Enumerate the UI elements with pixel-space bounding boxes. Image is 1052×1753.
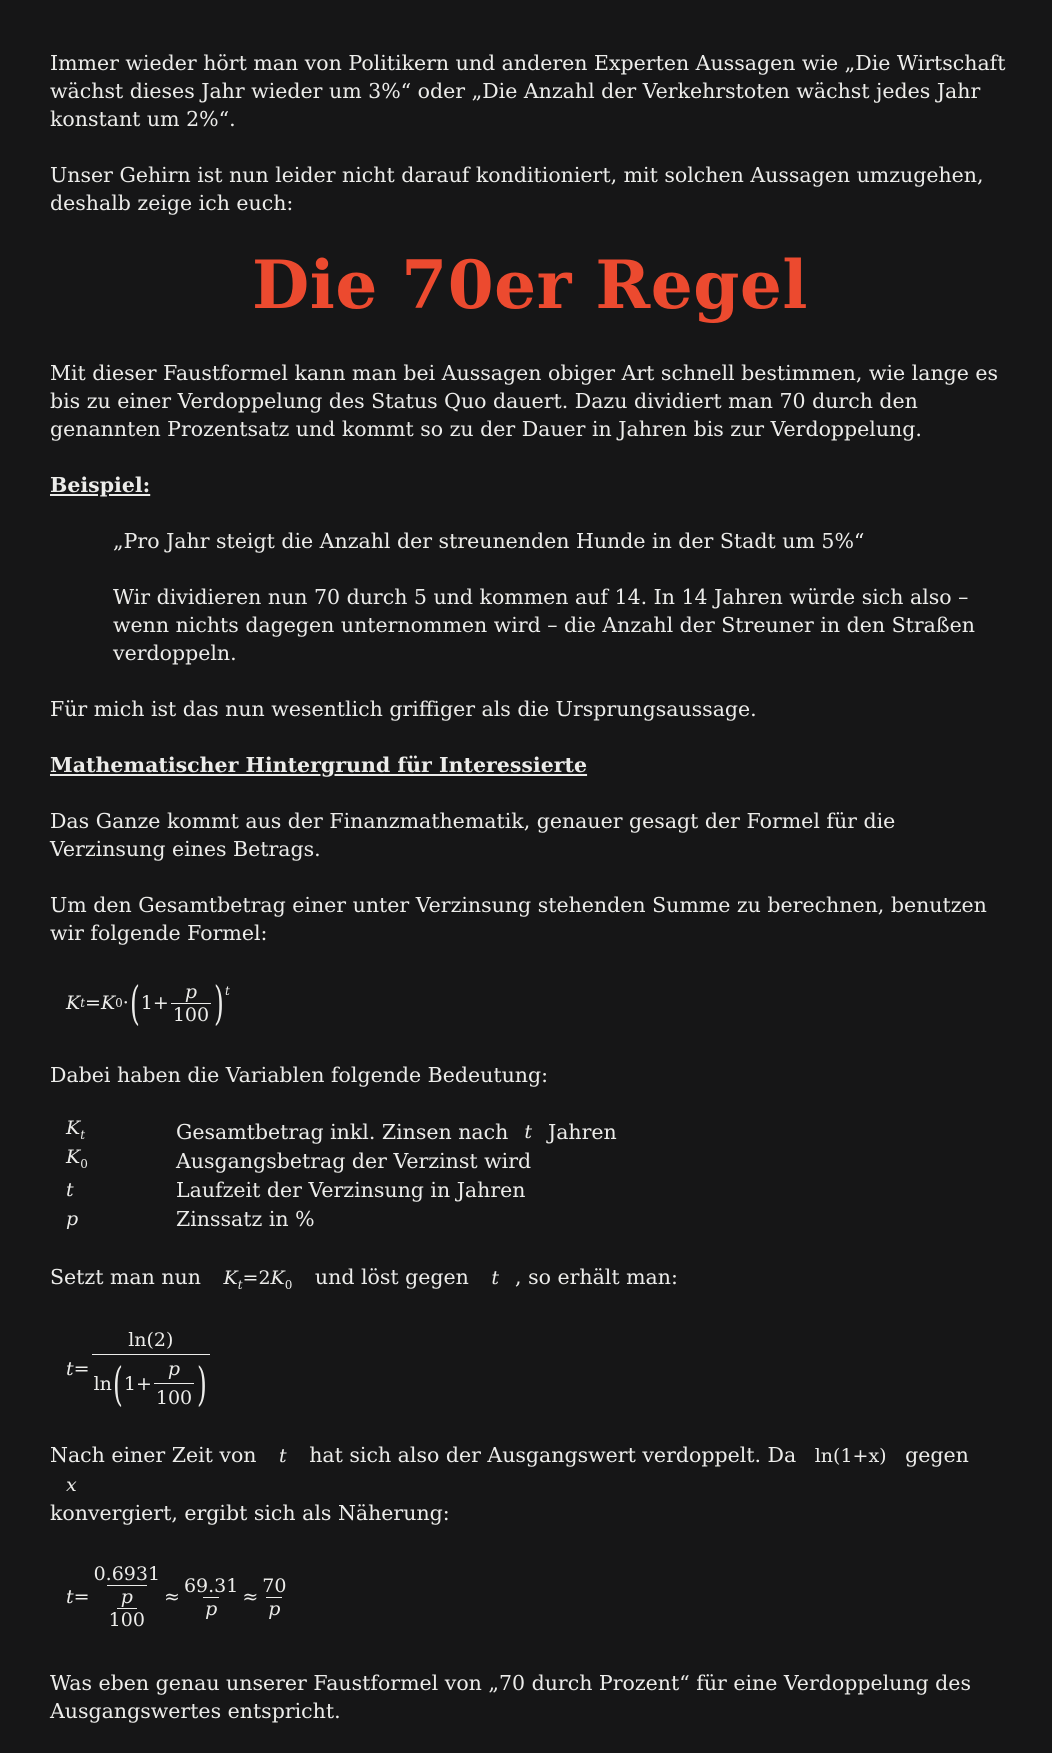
math-paragraph-1: Das Ganze kommt aus der Finanzmathematik, genauer gesagt der Formel für die Verzinsung eines Betrags.: [50, 809, 896, 861]
intro-paragraph-1: Immer wieder hört man von Politikern und anderen Experten Aussagen wie „Die Wirtschaft wächst dieses Jahr wieder um 3%“ oder „Die Anzahl der Verkehrstoten wächst jedes Jahr konstant um 2%“.: [50, 51, 1006, 131]
math-heading: Mathematischer Hintergrund für Interessierte: [50, 753, 588, 777]
variable-row: t Laufzeit der Verzinsung in Jahren: [66, 1177, 526, 1202]
compound-interest-formula: K t = K 0 · ( 1 + $\frac{p}{100}$ ) t: [66, 976, 230, 1030]
variable-row: $K_t$ Gesamtbetrag inkl. Zinsen nach t Jahren: [66, 1117, 617, 1144]
final-paragraph: Was eben genau unserer Faustformel von „70 durch Prozent“ für eine Verdoppelung des Ausgangswertes entspricht.: [50, 1671, 971, 1723]
intro-paragraph-2: Unser Gehirn ist nun leider nicht darauf konditioniert, mit solchen Aussagen umzugehen, deshalb zeige ich euch:: [50, 163, 984, 215]
variable-row: $K_0$ Ausgangsbetrag der Verzinst wird: [66, 1146, 532, 1173]
explanation-paragraph: Mit dieser Faustformel kann man bei Aussagen obiger Art schnell bestimmen, wie lange es bis zu einer Verdoppelung des Status Quo dauert. Dazu dividiert man 70 durch den genannten Prozentsatz und kommt so zu der Dauer in Jahren bis zur Verdoppelung.: [50, 361, 999, 441]
approximation-formula: t = 0.6931 p 100 ≈ $\frac{69.31}{p}$ ≈ $\frac{70}{p}$: [66, 1563, 287, 1631]
equation-kt-2k0: $K_t=2K_0$: [223, 1267, 293, 1292]
fraction-70: $\frac{70}{p}$: [262, 1574, 287, 1620]
fraction-6931: $\frac{69.31}{p}$: [183, 1574, 239, 1620]
variable-row: p Zinssatz in %: [66, 1206, 315, 1231]
variables-table: [66, 1117, 1010, 1233]
math-paragraph-2: Um den Gesamtbetrag einer unter Verzinsung stehenden Summe zu berechnen, benutzen wir folgende Formel:: [50, 893, 987, 945]
article-content: [50, 49, 1010, 1753]
example-heading: Beispiel:: [50, 473, 151, 497]
variables-intro: Dabei haben die Variablen folgende Bedeutung:: [50, 1063, 549, 1087]
solved-formula: t = ln(2) ln ( 1 + $\frac{p}{100}$ ): [66, 1327, 1010, 1411]
solve-paragraph: Setzt man nun $K_t=2K_0$ und löst gegen t , so erhält man:: [50, 1265, 678, 1292]
fraction-ln2-over-ln: ln(2) ln ( 1 + $\frac{p}{100}$ ): [92, 1326, 211, 1412]
page-title: Die 70er Regel: [252, 246, 808, 324]
fraction-06931: 0.6931 p 100: [93, 1563, 161, 1631]
fraction-p-over-100: $\frac{p}{100}$: [172, 980, 210, 1026]
conclusion-paragraph: Für mich ist das nun wesentlich griffiger als die Ursprungsaussage.: [50, 697, 757, 721]
example-quote: „Pro Jahr steigt die Anzahl der streunenden Hunde in der Stadt um 5%“: [113, 529, 865, 553]
example-answer: Wir dividieren nun 70 durch 5 und kommen auf 14. In 14 Jahren würde sich also – wenn nichts dagegen unternommen wird – die Anzahl der Streuner in den Straßen verdoppeln.: [113, 585, 975, 665]
approximation-paragraph: Nach einer Zeit von t hat sich also der Ausgangswert verdoppelt. Da ln(1+x) gegen x konvergiert, ergibt sich als Näherung:: [50, 1443, 969, 1525]
